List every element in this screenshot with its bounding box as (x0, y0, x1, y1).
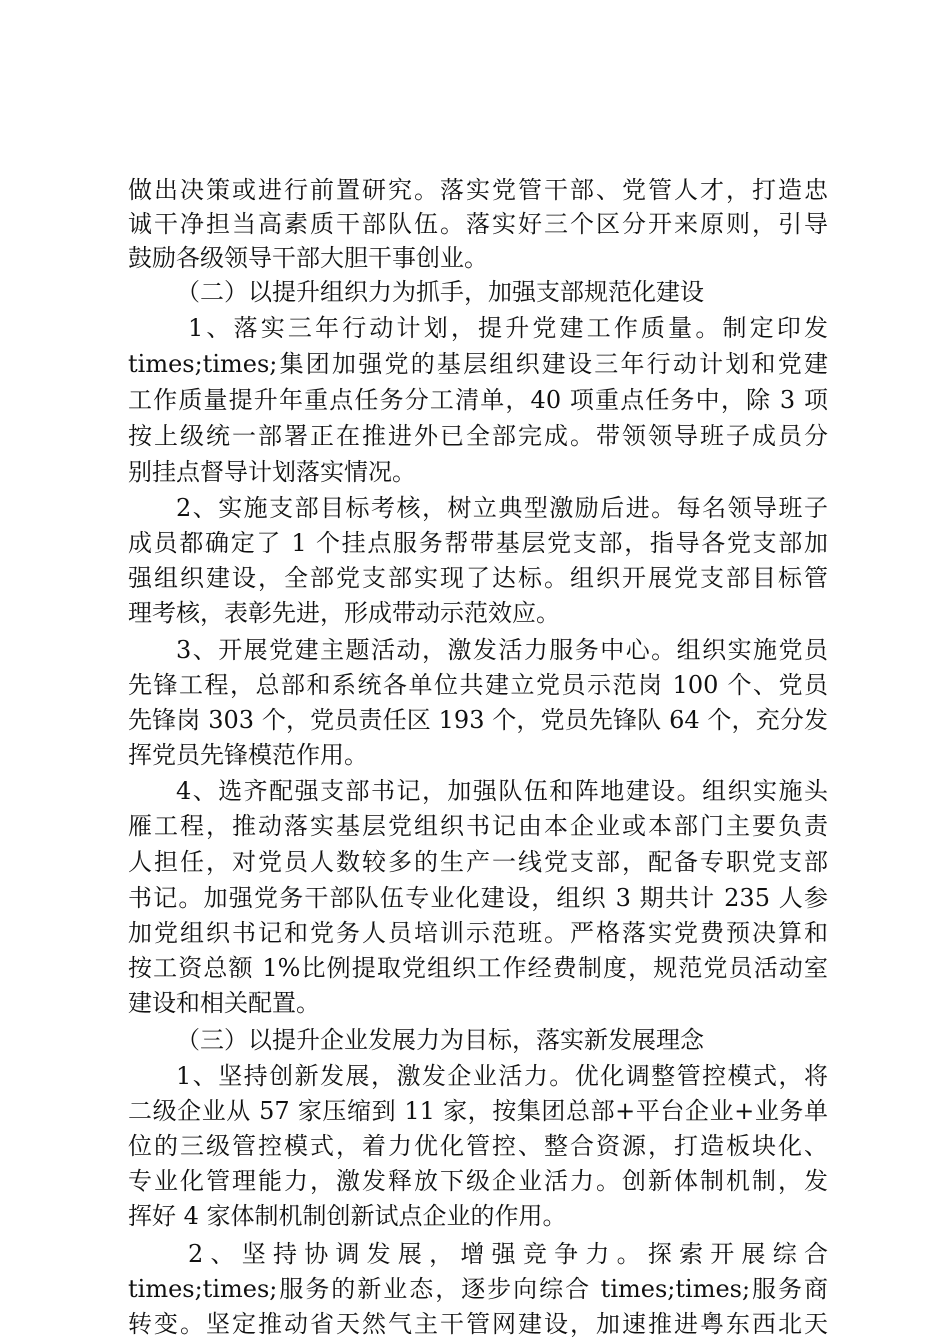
text-line: 按上级统一部署正在推进外已全部完成。带领领导班子成员分 (128, 422, 828, 450)
text-line: 挥好 4 家体制机制创新试点企业的作用。 (128, 1202, 567, 1230)
text-line: 二级企业从 57 家压缩到 11 家，按集团总部+平台企业+业务单 (128, 1097, 828, 1125)
text-line: 工作质量提升年重点任务分工清单，40 项重点任务中，除 3 项 (128, 386, 828, 414)
section-heading: （二）以提升组织力为抓手，加强支部规范化建设 (176, 278, 704, 306)
text-line: 1、落实三年行动计划，提升党建工作质量。制定印发 (188, 314, 828, 342)
text-line: 诚干净担当高素质干部队伍。落实好三个区分开来原则，引导 (128, 210, 828, 238)
text-line: 强组织建设，全部党支部实现了达标。组织开展党支部目标管 (128, 564, 828, 592)
text-line: 4、选齐配强支部书记，加强队伍和阵地建设。组织实施头 (176, 777, 828, 805)
text-line: 2、坚持协调发展，增强竞争力。探索开展综合 (188, 1240, 828, 1268)
text-line: 书记。加强党务干部队伍专业化建设，组织 3 期共计 235 人参 (128, 884, 828, 912)
section-heading: （三）以提升企业发展力为目标，落实新发展理念 (176, 1026, 704, 1054)
text-line: 专业化管理能力，激发释放下级企业活力。创新体制机制，发 (128, 1167, 828, 1195)
text-line: 3、开展党建主题活动，激发活力服务中心。组织实施党员 (176, 636, 828, 664)
text-line: 理考核，表彰先进，形成带动示范效应。 (128, 599, 560, 627)
text-line: 2、实施支部目标考核，树立典型激励后进。每名领导班子 (176, 494, 828, 522)
text-line: 1、坚持创新发展，激发企业活力。优化调整管控模式，将 (176, 1062, 828, 1090)
text-line: 按工资总额 1%比例提取党组织工作经费制度，规范党员活动室 (128, 954, 828, 982)
text-line: 鼓励各级领导干部大胆干事创业。 (128, 244, 488, 272)
text-line: 挥党员先锋模范作用。 (128, 741, 368, 769)
text-line: 成员都确定了 1 个挂点服务帮带基层党支部，指导各党支部加 (128, 529, 828, 557)
text-line: 人担任，对党员人数较多的生产一线党支部，配备专职党支部 (128, 848, 828, 876)
text-line: 建设和相关配置。 (128, 989, 320, 1017)
text-line: times;times;集团加强党的基层组织建设三年行动计划和党建 (128, 350, 828, 378)
text-line: 别挂点督导计划落实情况。 (128, 458, 416, 486)
text-line: times;times;服务的新业态，逐步向综合 times;times;服务商 (128, 1275, 828, 1303)
text-line: 先锋岗 303 个，党员责任区 193 个，党员先锋队 64 个，充分发 (128, 706, 828, 734)
text-line: 雁工程，推动落实基层党组织书记由本企业或本部门主要负责 (128, 812, 828, 840)
text-line: 加党组织书记和党务人员培训示范班。严格落实党费预决算和 (128, 919, 828, 947)
text-line: 先锋工程，总部和系统各单位共建立党员示范岗 100 个、党员 (128, 671, 828, 699)
text-line: 做出决策或进行前置研究。落实党管干部、党管人才，打造忠 (128, 176, 828, 204)
text-line: 位的三级管控模式，着力优化管控、整合资源，打造板块化、 (128, 1132, 828, 1160)
text-line: 转变。坚定推动省天然气主干管网建设，加速推进粤东西北天 (128, 1310, 828, 1338)
